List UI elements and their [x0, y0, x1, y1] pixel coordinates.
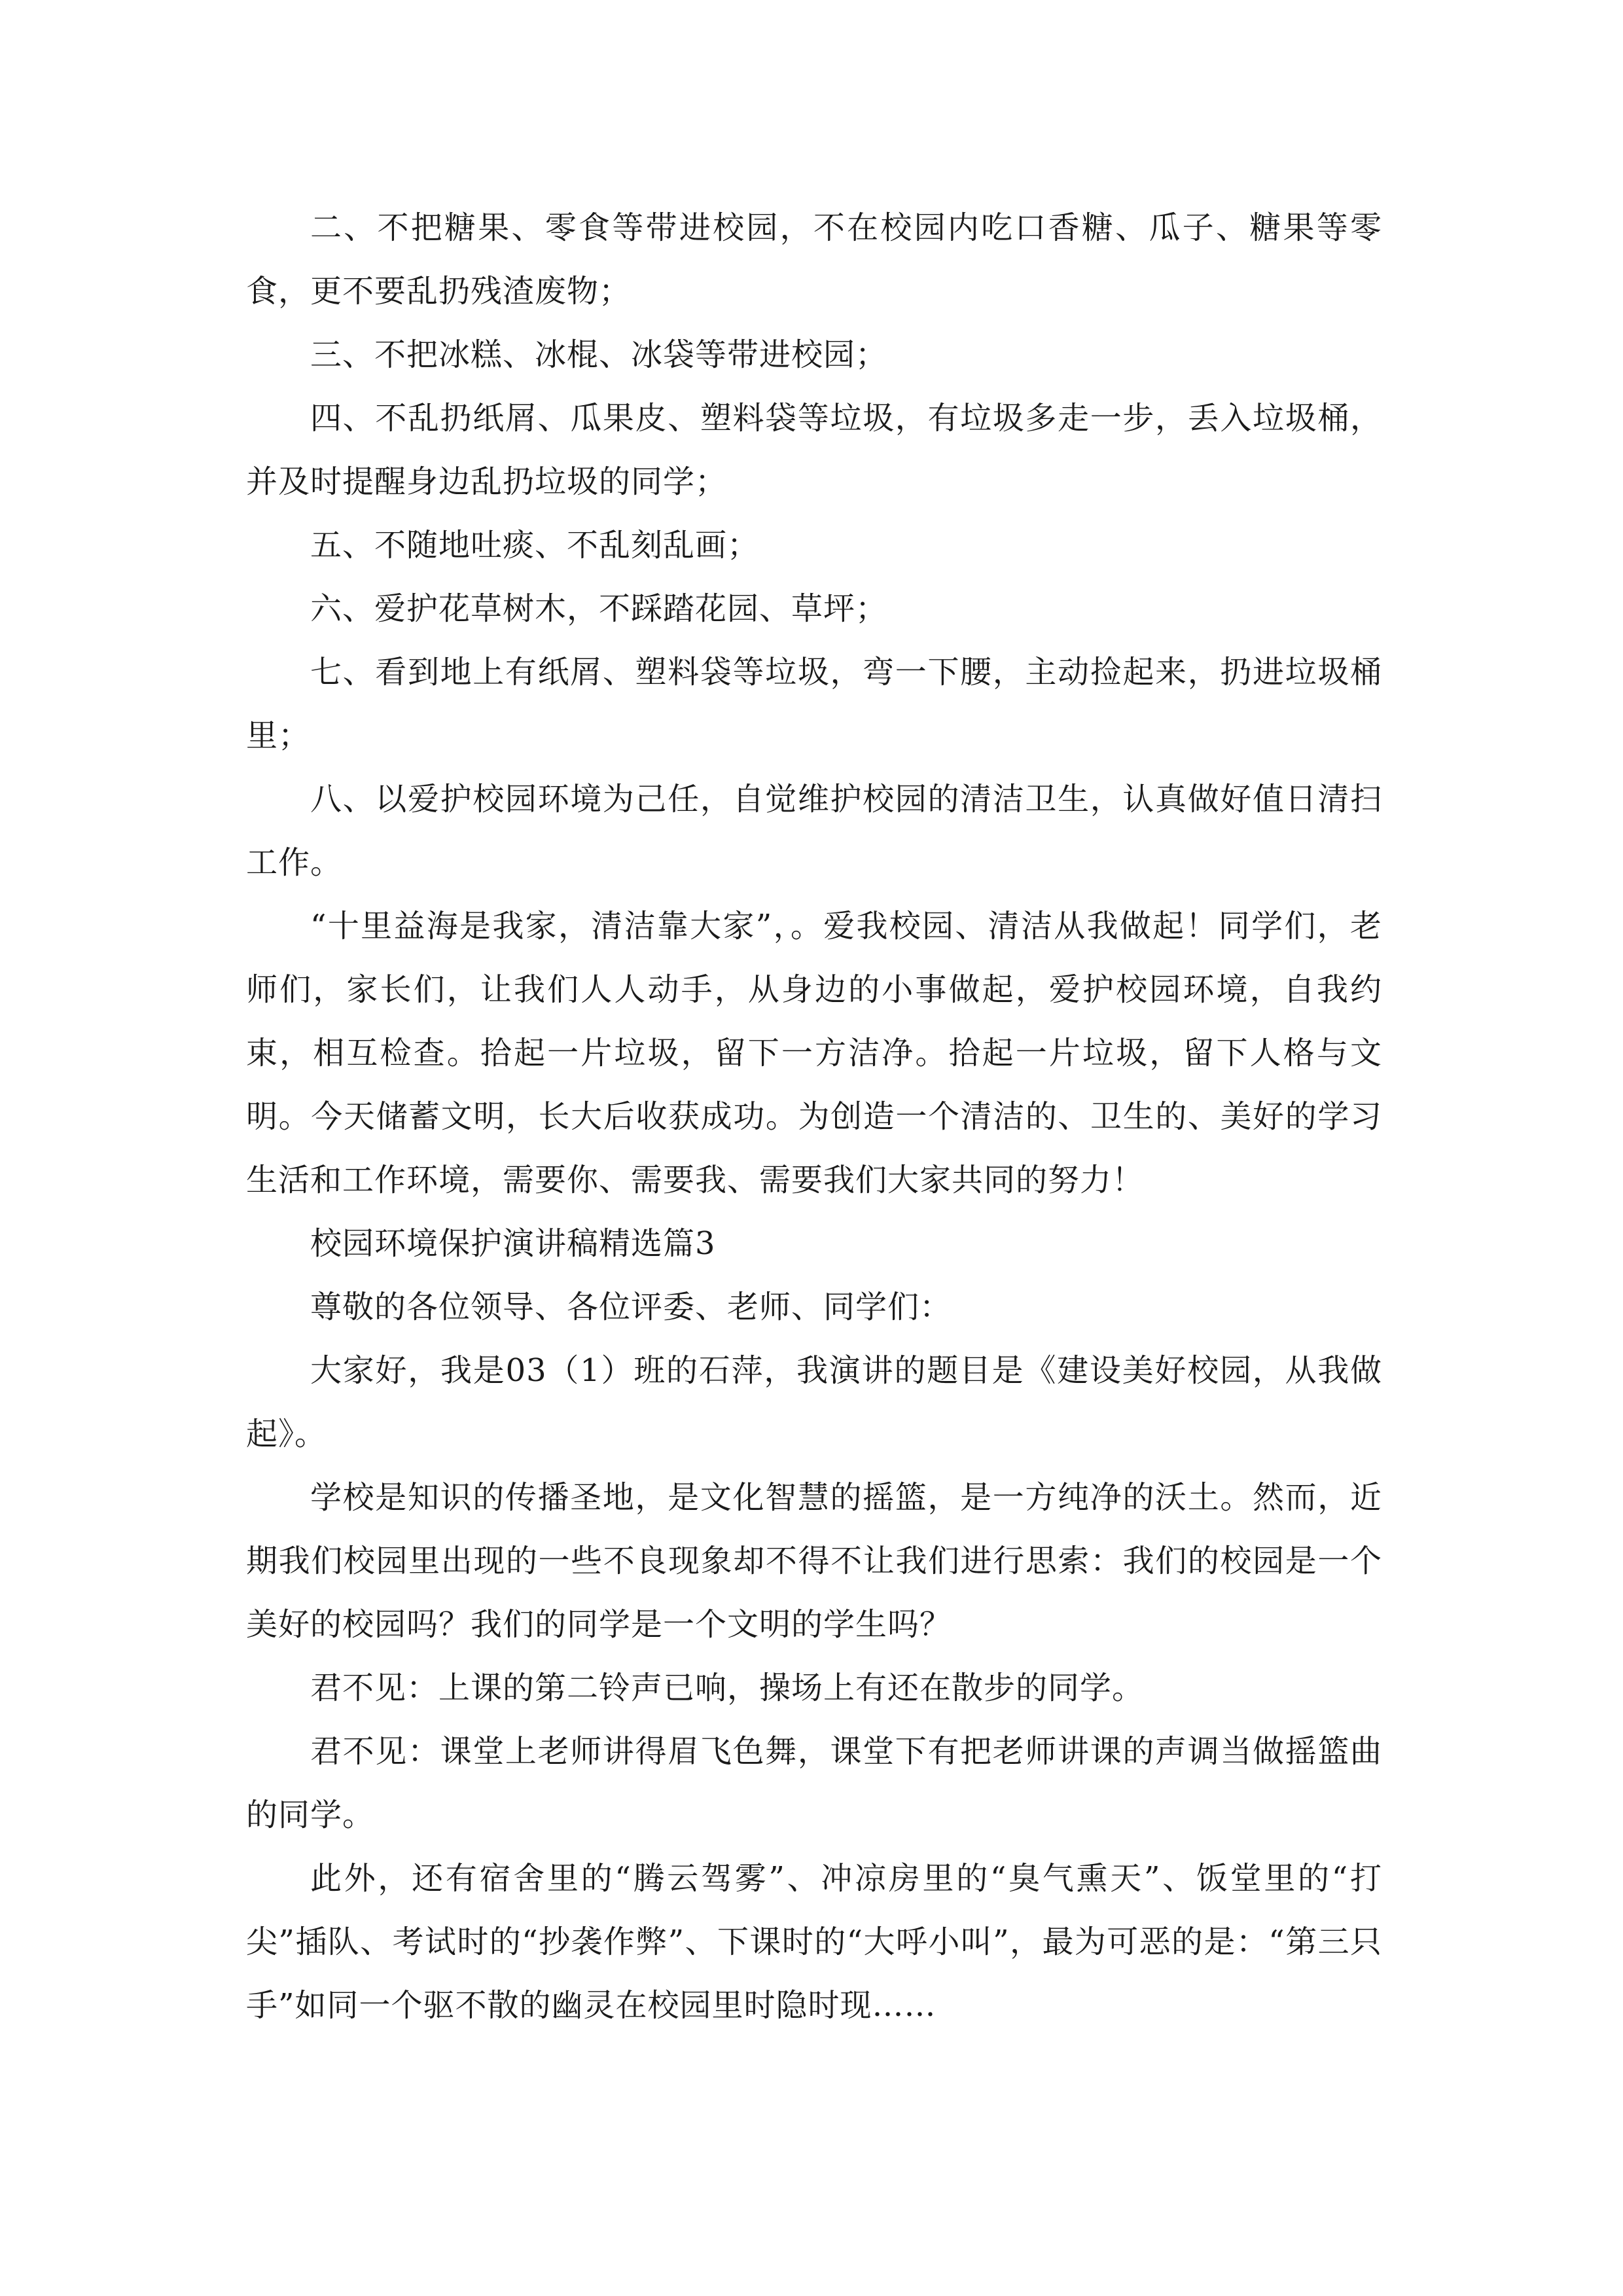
paragraph-rule-3: 三、不把冰糕、冰棍、冰袋等带进校园；	[310, 336, 888, 373]
paragraph-rule-8: 八、以爱护校园环境为己任，自觉维护校园的清洁卫生，认真做好值日清扫工作。	[246, 781, 1382, 881]
paragraph-rule-2: 二、不把糖果、零食等带进校园，不在校园内吃口香糖、瓜子、糖果等零食，更不要乱扔残渣废物；	[246, 209, 1382, 310]
paragraph-rule-7: 七、看到地上有纸屑、塑料袋等垃圾，弯一下腰，主动捡起来，扔进垃圾桶里；	[246, 654, 1382, 754]
paragraph-salutation: 尊敬的各位领导、各位评委、老师、同学们：	[310, 1289, 952, 1325]
paragraph-rule-6: 六、爱护花草树木，不踩踏花园、草坪；	[310, 590, 888, 627]
paragraph-introduction: 大家好，我是03（1）班的石萍，我演讲的题目是《建设美好校园，从我做起》。	[246, 1352, 1382, 1452]
document-body	[246, 196, 1382, 2037]
paragraph-rule-5: 五、不随地吐痰、不乱刻乱画；	[310, 527, 760, 564]
section-title: 校园环境保护演讲稿精选篇3	[310, 1225, 716, 1262]
paragraph-observation-3: 此外，还有宿舍里的“腾云驾雾”、冲凉房里的“臭气熏天”、饭堂里的“打尖”插队、考试时的“抄袭作弊”、下课时的“大呼小叫”，最为可恶的是：“第三只手”如同一个驱不散的幽灵在校园里时隐时现……	[246, 1860, 1382, 2024]
paragraph-school-reflection: 学校是知识的传播圣地，是文化智慧的摇篮，是一方纯净的沃土。然而，近期我们校园里出现的一些不良现象却不得不让我们进行思索：我们的校园是一个美好的校园吗？我们的同学是一个文明的学生吗？	[246, 1479, 1382, 1643]
paragraph-closing-appeal: “十里益海是我家，清洁靠大家”，。爱我校园、清洁从我做起！同学们，老师们，家长们，让我们人人动手，从身边的小事做起，爱护校园环境，自我约束，相互检查。拾起一片垃圾，留下一方洁净。拾起一片垃圾，留下人格与文明。今天储蓄文明，长大后收获成功。为创造一个清洁的、卫生的、美好的学习生活和工作环境，需要你、需要我、需要我们大家共同的努力！	[246, 908, 1382, 1198]
paragraph-rule-4: 四、不乱扔纸屑、瓜果皮、塑料袋等垃圾，有垃圾多走一步，丢入垃圾桶，并及时提醒身边乱扔垃圾的同学；	[246, 400, 1382, 500]
paragraph-observation-2: 君不见：课堂上老师讲得眉飞色舞，课堂下有把老师讲课的声调当做摇篮曲的同学。	[246, 1733, 1382, 1833]
paragraph-observation-1: 君不见：上课的第二铃声已响，操场上有还在散步的同学。	[310, 1670, 1145, 1706]
